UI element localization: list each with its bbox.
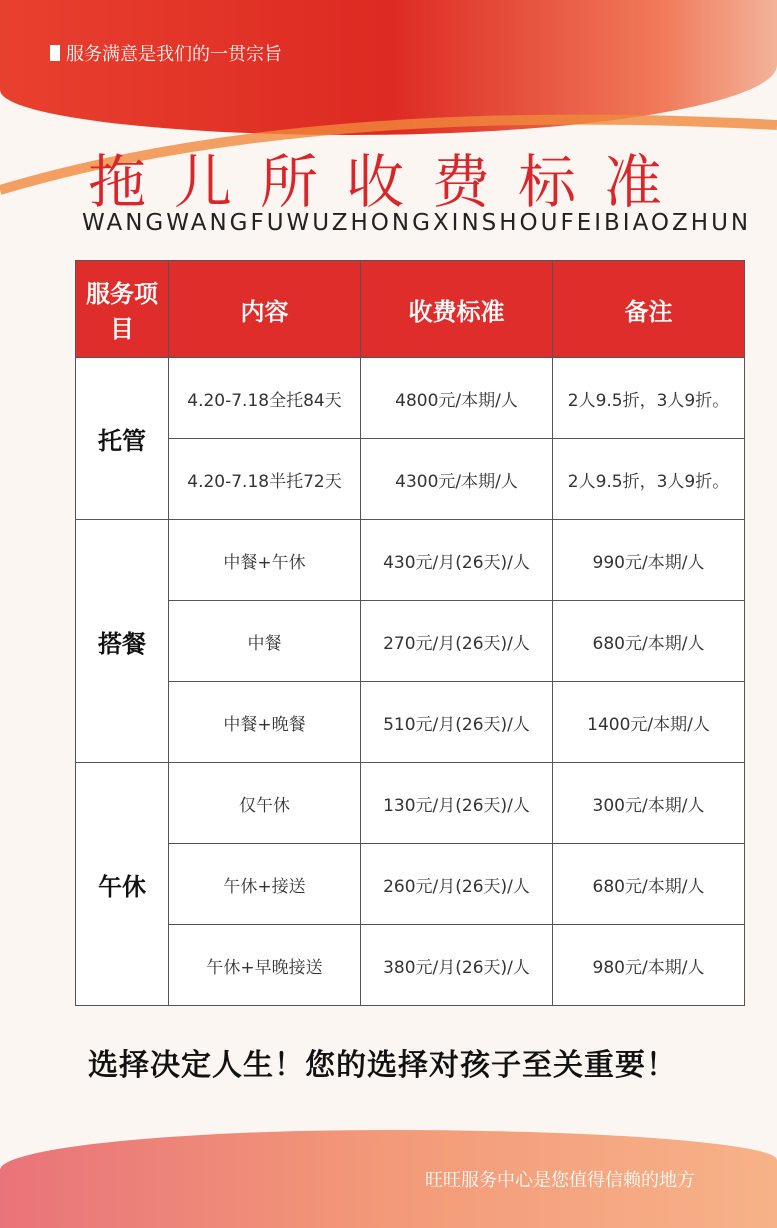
- tagline-text: 服务满意是我们的一贯宗旨: [66, 44, 282, 65]
- fee-cell: 130元/月(26天)/人: [361, 763, 553, 844]
- content-cell: 中餐: [169, 601, 361, 682]
- category-cell: 搭餐: [76, 520, 169, 763]
- content-cell: 午休+接送: [169, 844, 361, 925]
- content-cell: 仅午休: [169, 763, 361, 844]
- table-row: [76, 844, 745, 925]
- table-header-row: [76, 261, 745, 358]
- tagline: [50, 40, 282, 66]
- page-title: 拖儿所收费标准: [88, 148, 691, 216]
- header-cell: 内容: [169, 261, 361, 358]
- note-cell: 2人9.5折，3人9折。: [553, 358, 745, 439]
- fee-cell: 4800元/本期/人: [361, 358, 553, 439]
- square-bullet-icon: [50, 45, 60, 61]
- note-cell: 980元/本期/人: [553, 925, 745, 1006]
- fee-table: [75, 260, 745, 1006]
- page-subtitle-pinyin: WANGWANGFUWUZHONGXINSHOUFEIBIAOZHUN: [82, 210, 752, 236]
- fee-cell: 260元/月(26天)/人: [361, 844, 553, 925]
- table-row: [76, 601, 745, 682]
- content-cell: 中餐+午休: [169, 520, 361, 601]
- fee-cell: 4300元/本期/人: [361, 439, 553, 520]
- table-row: [76, 763, 745, 844]
- fee-cell: 270元/月(26天)/人: [361, 601, 553, 682]
- footer-text: 旺旺服务中心是您值得信赖的地方: [425, 1170, 695, 1191]
- note-cell: 300元/本期/人: [553, 763, 745, 844]
- note-cell: 990元/本期/人: [553, 520, 745, 601]
- content-cell: 4.20-7.18全托84天: [169, 358, 361, 439]
- content-cell: 中餐+晚餐: [169, 682, 361, 763]
- header-cell: 服务项目: [76, 261, 169, 358]
- content-cell: 午休+早晚接送: [169, 925, 361, 1006]
- fee-cell: 430元/月(26天)/人: [361, 520, 553, 601]
- fee-cell: 510元/月(26天)/人: [361, 682, 553, 763]
- note-cell: 680元/本期/人: [553, 601, 745, 682]
- table-row: [76, 358, 745, 439]
- fee-cell: 380元/月(26天)/人: [361, 925, 553, 1006]
- header-cell: 备注: [553, 261, 745, 358]
- table-row: [76, 439, 745, 520]
- table-row: [76, 520, 745, 601]
- note-cell: 1400元/本期/人: [553, 682, 745, 763]
- category-cell: 午休: [76, 763, 169, 1006]
- slogan: 选择决定人生！您的选择对孩子至关重要！: [88, 1048, 677, 1083]
- content-cell: 4.20-7.18半托72天: [169, 439, 361, 520]
- note-cell: 2人9.5折，3人9折。: [553, 439, 745, 520]
- note-cell: 680元/本期/人: [553, 844, 745, 925]
- category-cell: 托管: [76, 358, 169, 520]
- header-cell: 收费标准: [361, 261, 553, 358]
- table-row: [76, 925, 745, 1006]
- table-row: [76, 682, 745, 763]
